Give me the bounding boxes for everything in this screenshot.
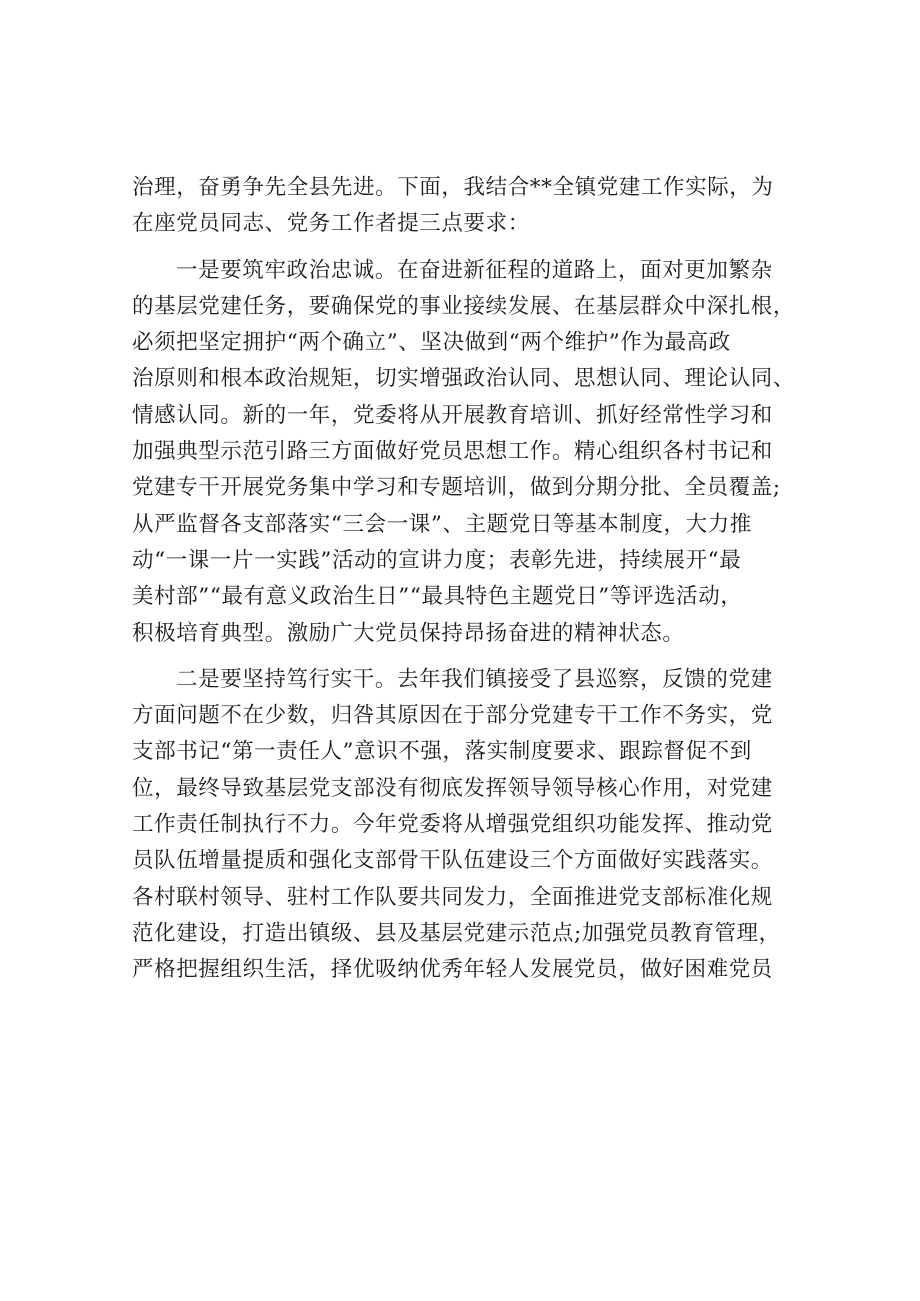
text-line: 积极培育典型。激励广大党员保持昂扬奋进的精神状态。 [132, 620, 685, 646]
text-line: 严格把握组织生活，择优吸纳优秀年轻人发展党员，做好困难党员 [132, 957, 773, 983]
text-line: 美村部”“最有意义政治生日”“最具特色主题党日”等评选活动， [132, 584, 743, 610]
text-line: 从严监督各支部落实“三会一课”、主题党日等基本制度，大力推 [132, 511, 752, 537]
document-body [132, 170, 800, 989]
paragraph-political-loyalty [132, 253, 800, 652]
paragraph-intro-continuation [132, 170, 800, 243]
text-line: 必须把坚定拥护“两个确立”、坚决做到“两个维护”作为最高政 [132, 330, 731, 356]
text-line: 二是要坚持笃行实干。去年我们镇接受了县巡察，反馈的党建 [176, 666, 773, 692]
text-line: 加强典型示范引路三方面做好党员思想工作。精心组织各村书记和 [132, 439, 773, 465]
text-line: 方面问题不在少数，归咎其原因在于部分党建专干工作不务实，党 [132, 703, 773, 729]
text-line: 治原则和根本政治规矩，切实增强政治认同、思想认同、理论认同、 [132, 366, 796, 392]
text-line: 治理，奋勇争先全县先进。下面，我结合**全镇党建工作实际，为 [132, 175, 774, 200]
paragraph-practical-work [132, 662, 800, 989]
text-line: 党建专干开展党务集中学习和专题培训，做到分期分批、全员覆盖; [132, 475, 781, 501]
text-line: 动“一课一片一实践”活动的宣讲力度；表彰先进，持续展开“最 [132, 547, 742, 573]
text-line: 工作责任制执行不力。今年党委将从增强党组织功能发挥、推动党 [132, 812, 773, 838]
text-line: 在座党员同志、党务工作者提三点要求： [132, 211, 530, 237]
text-line: 支部书记“第一责任人”意识不强，落实制度要求、跟踪督促不到 [132, 739, 752, 765]
text-line: 位，最终导致基层党支部没有彻底发挥领导领导核心作用，对党建 [132, 775, 773, 801]
text-line: 员队伍增量提质和强化支部骨干队伍建设三个方面做好实践落实。 [132, 848, 773, 874]
text-line: 范化建设，打造出镇级、县及基层党建示范点;加强党员教育管理， [132, 920, 781, 946]
text-line: 一是要筑牢政治忠诚。在奋进新征程的道路上，面对更加繁杂 [176, 257, 773, 283]
text-line: 的基层党建任务，要确保党的事业接续发展、在基层群众中深扎根， [132, 293, 796, 319]
text-line: 各村联村领导、驻村工作队要共同发力，全面推进党支部标准化规 [132, 884, 773, 910]
text-line: 情感认同。新的一年，党委将从开展教育培训、抓好经常性学习和 [132, 402, 773, 428]
